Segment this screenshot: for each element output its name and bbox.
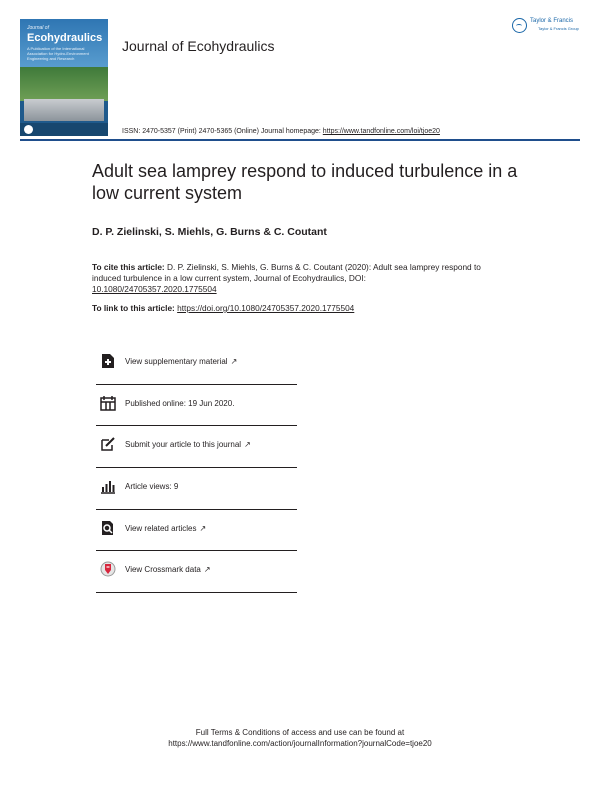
journal-title: Journal of Ecohydraulics — [122, 38, 275, 54]
external-link-icon: ↗ — [230, 357, 238, 366]
footer-journal-info-link[interactable]: https://www.tandfonline.com/action/journalInformation?journalCode=tjoe20 — [168, 739, 432, 748]
publisher-logo-icon — [512, 18, 527, 33]
cite-label: To cite this article: — [92, 262, 165, 272]
article-authors[interactable]: D. P. Zielinski, S. Miehls, G. Burns & C. Coutant — [92, 226, 327, 238]
crossmark-icon — [100, 561, 116, 577]
action-label: View Crossmark data ↗ — [125, 565, 211, 575]
publisher-tagline: Taylor & Francis Group — [538, 26, 579, 31]
footer-terms-text: Full Terms & Conditions of access and use can be found at — [195, 728, 405, 737]
cite-text: D. P. Zielinski, S. Miehls, G. Burns & C. Coutant (2020): Adult sea lamprey respond to induced turbulence in a low current system, Journal of Ecohydraulics, DOI: — [92, 262, 481, 283]
article-link[interactable]: https://doi.org/10.1080/24705357.2020.1775504 — [177, 303, 355, 313]
action-crossmark-data[interactable] — [96, 551, 297, 593]
doi-link[interactable]: 10.1080/24705357.2020.1775504 — [92, 284, 217, 294]
edit-icon — [100, 436, 116, 452]
calendar-icon — [100, 395, 116, 411]
link-label: To link to this article: — [92, 303, 178, 313]
search-document-icon — [100, 520, 116, 536]
action-label: View supplementary material ↗ — [125, 357, 238, 366]
cover-subtitle: A Publication of the International Association for Hydro-Environment Engineering and Research — [27, 46, 89, 61]
cover-logo-icon — [24, 125, 33, 134]
publisher-logo[interactable] — [512, 18, 579, 36]
action-supplementary-material[interactable] — [96, 343, 297, 385]
header-divider — [20, 139, 580, 141]
action-label: Published online: 19 Jun 2020. — [125, 398, 235, 408]
plus-document-icon — [100, 353, 116, 369]
action-submit-article[interactable] — [96, 426, 297, 468]
action-label: View related articles ↗ — [125, 523, 207, 533]
action-label: Article views: 9 — [125, 482, 179, 492]
external-link-icon: ↗ — [199, 523, 207, 533]
action-published-online — [96, 385, 297, 427]
issn-line — [122, 128, 440, 135]
article-title: Adult sea lamprey respond to induced turbulence in a low current system — [92, 161, 518, 203]
external-link-icon: ↗ — [203, 565, 211, 575]
link-line — [92, 303, 354, 313]
journal-cover-image — [20, 19, 108, 136]
footer — [0, 727, 600, 749]
action-label: Submit your article to this journal ↗ — [125, 440, 251, 450]
journal-homepage-link[interactable]: https://www.tandfonline.com/loi/tjoe20 — [322, 128, 440, 135]
cover-title: Ecohydraulics — [27, 32, 103, 44]
publisher-name: Taylor & Francis — [530, 18, 574, 24]
cover-series-label: Journal of — [27, 25, 49, 31]
citation-block — [92, 262, 492, 295]
article-actions — [96, 343, 297, 593]
bar-chart-icon — [100, 478, 116, 494]
action-article-views — [96, 468, 297, 510]
action-related-articles[interactable] — [96, 510, 297, 552]
issn-text: ISSN: 2470-5357 (Print) 2470-5365 (Online) Journal homepage: — [122, 128, 323, 135]
external-link-icon: ↗ — [244, 440, 251, 450]
